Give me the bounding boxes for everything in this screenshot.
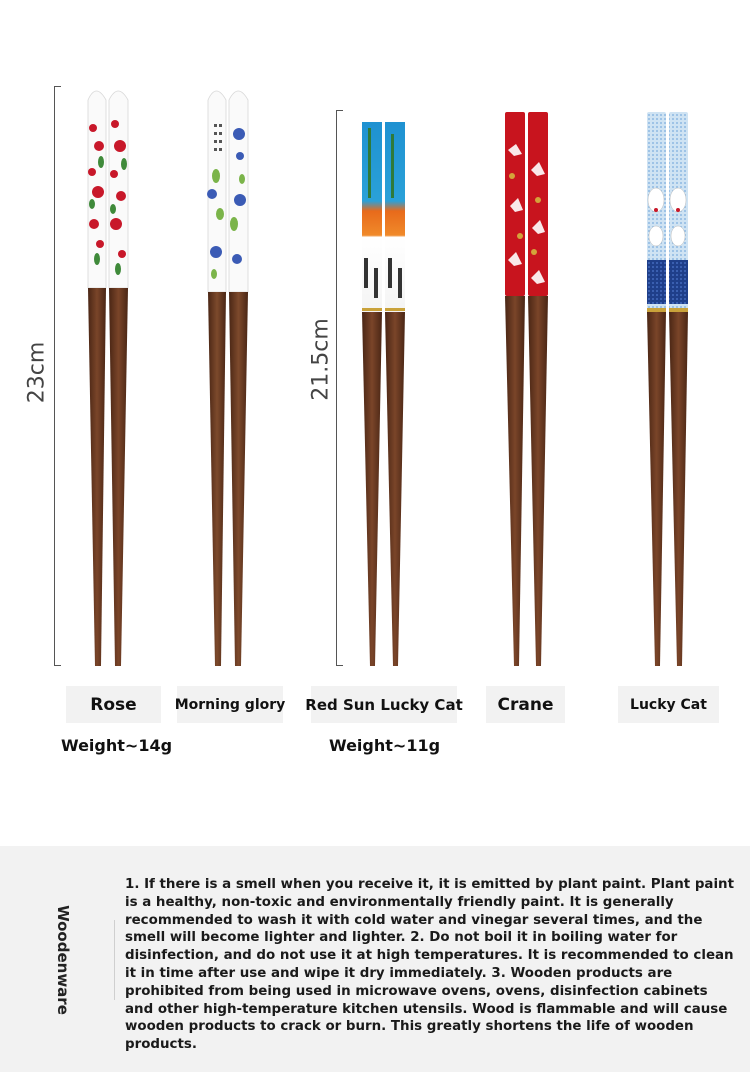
- weight-long: Weight~14g: [61, 736, 173, 755]
- rose-chopsticks-image: [84, 84, 134, 668]
- weight-short: Weight~11g: [329, 736, 441, 755]
- product-label-rose: Rose: [66, 686, 161, 723]
- length-dimension-line-long: [54, 86, 55, 666]
- info-title-text: Woodenware: [54, 905, 72, 1015]
- crane-chopsticks-image: [502, 110, 552, 668]
- info-title: [40, 900, 86, 1020]
- length-dimension-line-short: [336, 110, 337, 666]
- length-label-short: 21.5cm: [308, 318, 334, 401]
- product-label-lucky-cat: Lucky Cat: [618, 686, 719, 723]
- product-label-crane: Crane: [486, 686, 565, 723]
- info-divider: [114, 920, 115, 1000]
- product-label-red-sun-lucky-cat: Red Sun Lucky Cat: [311, 686, 457, 723]
- product-label-morning-glory: Morning glory: [177, 686, 283, 723]
- lucky-cat-chopsticks-image: [644, 110, 692, 668]
- care-instructions-text: 1. If there is a smell when you receive it, it is emitted by plant paint. Plant paint is a healthy, non-toxic and environmentally friendly paint. It is generally recommended to wash it with cold water and vinegar several times, and the smell will become lighter and lighter. 2. Do not boil it in boiling water for disinfection, and do not use it at high temperatures. It is recommended to clean it in time after use and wipe it dry immediately. 3. Wooden products are prohibited from being used in microwave ovens, ovens, disinfection cabinets and other high-temperature kitchen utensils. Wood is flammable and will cause wooden products to crack or burn. This greatly shortens the life of wooden products.: [125, 877, 734, 1053]
- red-sun-lucky-cat-chopsticks-image: [358, 108, 410, 668]
- morning-glory-chopsticks-image: [204, 84, 254, 668]
- length-label-long: 23cm: [24, 341, 50, 404]
